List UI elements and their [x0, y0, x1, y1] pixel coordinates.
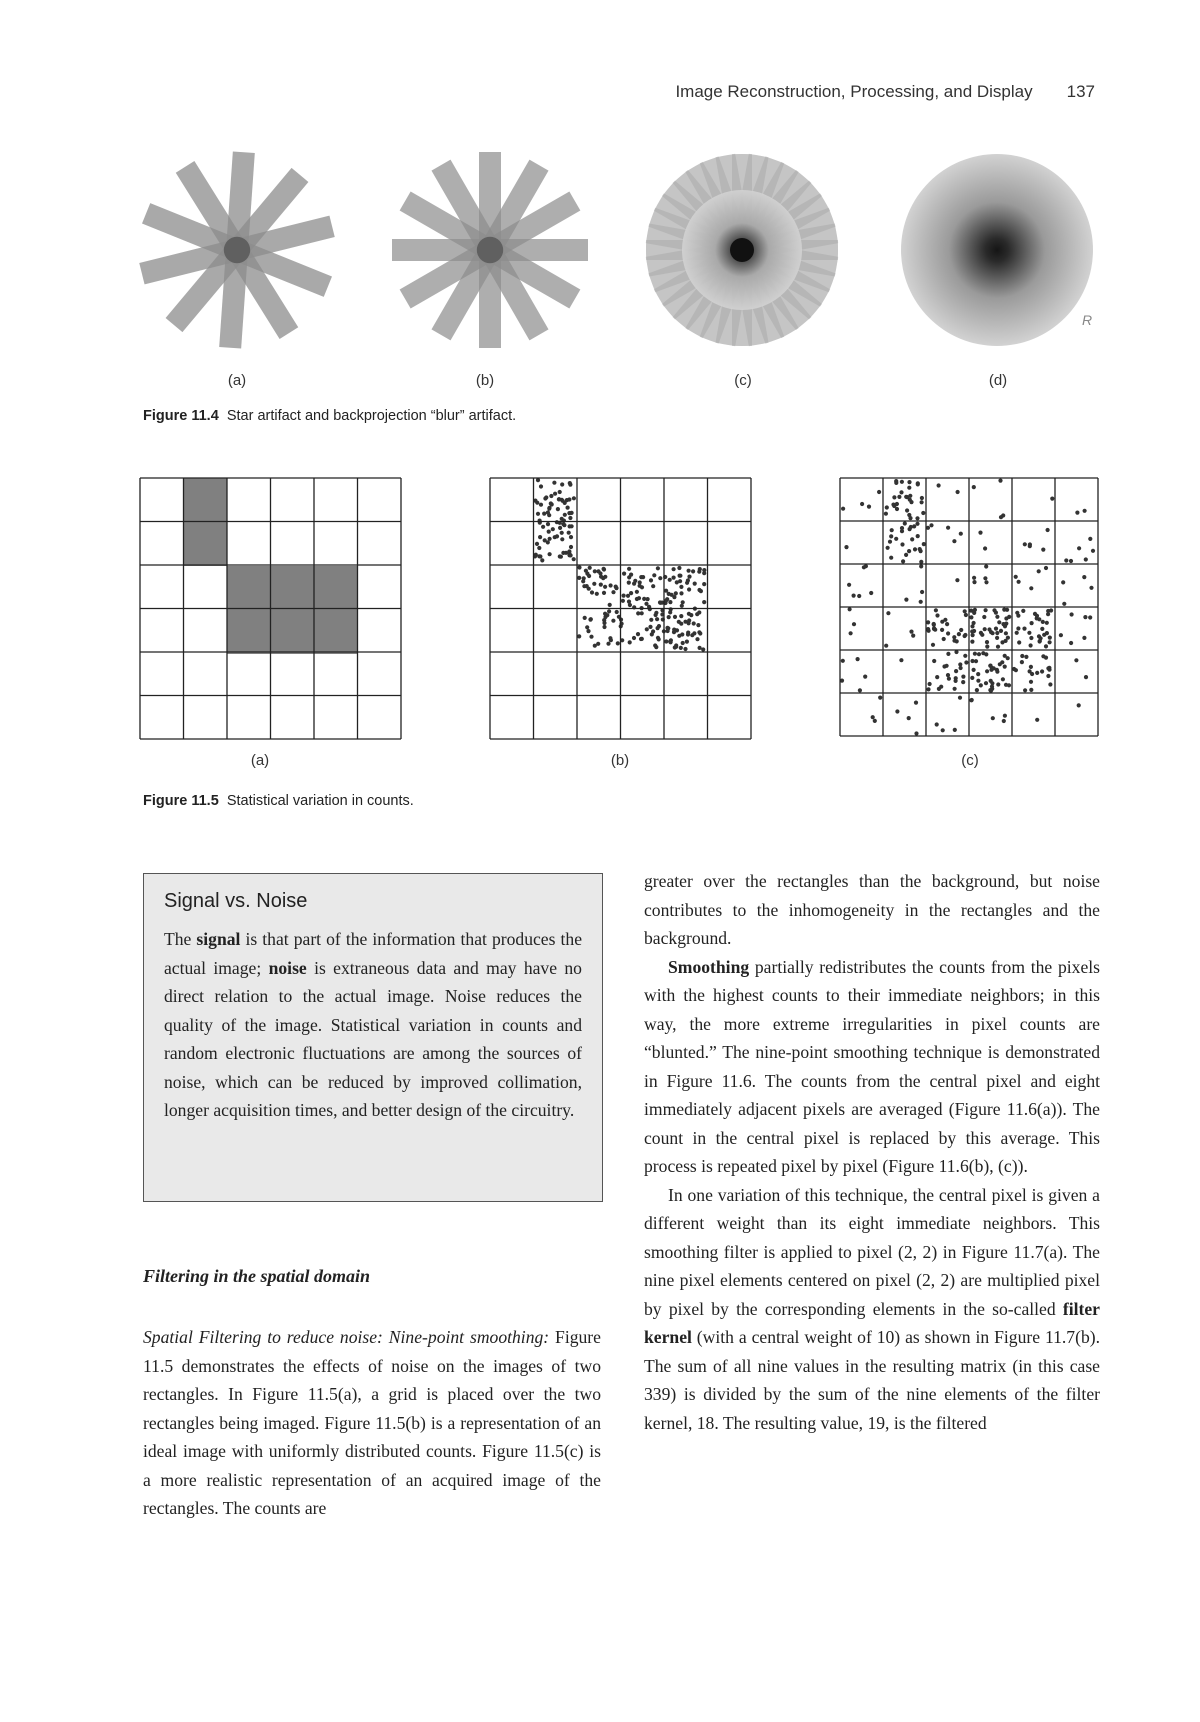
left-column [143, 1323, 601, 1523]
blur-artifact-c [646, 154, 839, 347]
figure-11-4-caption [143, 408, 516, 424]
fig5-label-a: (a) [250, 752, 270, 769]
fig4-label-b: (b) [475, 372, 495, 389]
right-paragraph-3 [644, 1181, 1100, 1438]
caption-text: Statistical variation in counts. [226, 793, 414, 809]
left-paragraph [143, 1323, 601, 1523]
text-run: is extraneous data and may have no direct relation to the actual image. Noise reduces the quality of the image. Statistical variation in counts and random electronic fluctuations are among the sources of noise, which can be reduced by improved collimation, longer acquisition times, and better design of the circuitry. [164, 957, 582, 1120]
fig5-label-c: (c) [961, 752, 979, 769]
star-artifact-a [139, 151, 335, 348]
caption-text: Star artifact and backprojection “blur” artifact. [226, 408, 517, 424]
page-number: 137 [1066, 82, 1095, 101]
text-run: partially redistributes the counts from the pixels with the highest counts to their immediate neighbors; in this way, the more extreme irregularities in pixel counts are “blunted.” The nine-point smoothing technique is demonstrated in Figure 11.6. The counts from the central pixel and eight immediately adjacent pixels are averaged (Figure 11.6(a)). The count in the central pixel is replaced by this average. This process is repeated pixel by pixel (Figure 11.6(b), (c)). [644, 956, 1100, 1176]
right-paragraph-2 [644, 953, 1100, 1181]
section-heading: Filtering in the spatial domain [143, 1266, 371, 1286]
term-filter-kernel: filter kernel [644, 1298, 1100, 1347]
text-run: The [164, 929, 197, 949]
term-signal: signal [196, 929, 241, 949]
fig4-label-d: (d) [988, 372, 1008, 389]
fig4-label-a: (a) [227, 372, 247, 389]
text-run: is that part of the information that produces the actual image; [164, 929, 582, 978]
text-run: In one variation of this technique, the central pixel is given a different weight than its eight immediate neighbors. This smoothing filter is applied to pixel (2, 2) in Figure 11.7(a). The nine pixel elements centered on pixel (2, 2) are multiplied pixel by pixel by the corresponding elements in the so-called [644, 1184, 1100, 1319]
blur-artifact-d [901, 154, 1093, 346]
box-paragraph [164, 925, 582, 1125]
term-smoothing: Smoothing [668, 956, 750, 977]
figure-11-4 [0, 0, 1200, 420]
caption-label: Figure 11.4 [143, 408, 219, 424]
grid-b [490, 478, 751, 739]
box-title: Signal vs. Noise [164, 890, 308, 912]
corner-mark: R [1082, 312, 1093, 328]
text-run: Figure 11.5 demonstrates the effects of noise on the images of two rectangles. In Figure 11.5(a), a grid is placed over the two rectangles being imaged. Figure 11.5(b) is a representation of an ideal image with uniformly distributed counts. Figure 11.5(c) is a more realistic representation of an acquired image of the rectangles. The counts are [143, 1327, 601, 1518]
term-noise: noise [268, 957, 307, 978]
figure-11-5 [0, 460, 1200, 760]
right-paragraph-1: greater over the rectangles than the background, but noise contributes to the inhomogeneity in the rectangles and the background. [644, 871, 1100, 948]
fig4-label-c: (c) [734, 372, 752, 389]
run-in-heading: Spatial Filtering to reduce noise: Nine-point smoothing: [143, 1327, 550, 1347]
right-column [644, 867, 1100, 1437]
fig5-label-b: (b) [610, 752, 630, 769]
grid-c [840, 478, 1098, 736]
star-artifact-b [392, 152, 588, 348]
running-title: Image Reconstruction, Processing, and Display [675, 82, 1033, 101]
signal-vs-noise-box [143, 873, 603, 1202]
text-run: (with a central weight of 10) as shown in Figure 11.7(b). The sum of all nine values in the resulting matrix (in this case 339) is divided by the sum of the nine elements of the filter kernel, 18. The resulting value, 19, is the filtered [644, 1327, 1100, 1433]
grid-a [140, 478, 401, 739]
figure-11-5-caption [143, 793, 414, 809]
caption-label: Figure 11.5 [143, 793, 219, 809]
